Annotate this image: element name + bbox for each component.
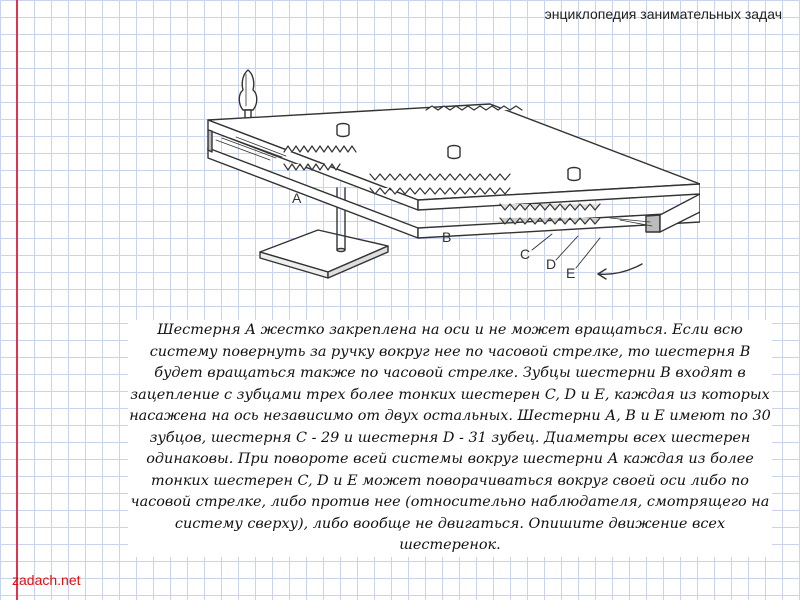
label-leaders xyxy=(532,234,600,268)
gear-mechanism-illustration xyxy=(200,60,700,300)
gear-label-a: A xyxy=(292,190,302,206)
gear-label-b: B xyxy=(442,229,452,245)
notebook-margin-line xyxy=(16,0,18,600)
problem-statement: Шестерня А жестко закреплена на оси и не может вращаться. Если всю систему повернуть за ручку вокруг нее по часовой стрелке, то шестерня В будет вращаться также по часовой стрелке. Зубцы шестерни В входят в зацепление с зубцами трех более тонких шестерен C, D и E, каждая из которых насажена на ось независимо от двух остальных. Шестерни А, В и Е имеют по 30 зубцов, шестерня С - 29 и шестерня D - 31 зубец. Диаметры всех шестерен одинаковы. При повороте всей системы вокруг шестерни А каждая из более тонких шестерен C, D и E может поворачиваться вокруг своей оси либо по часовой стрелке, либо против нее (относительно наблюдателя, смотрящего на систему сверху), либо вообще не двигаться. Опишите движение всех шестеренок. xyxy=(128,320,772,557)
site-title: энциклопедия занимательных задач xyxy=(544,6,782,22)
base-plate xyxy=(260,230,388,278)
crank-handle xyxy=(239,70,257,124)
rotation-arrow xyxy=(598,264,642,279)
gear-label-d: D xyxy=(546,256,557,272)
gear-label-e: E xyxy=(566,265,576,281)
gear-label-c: C xyxy=(520,246,531,262)
site-url: zadach.net xyxy=(12,572,81,588)
frame xyxy=(208,104,700,238)
